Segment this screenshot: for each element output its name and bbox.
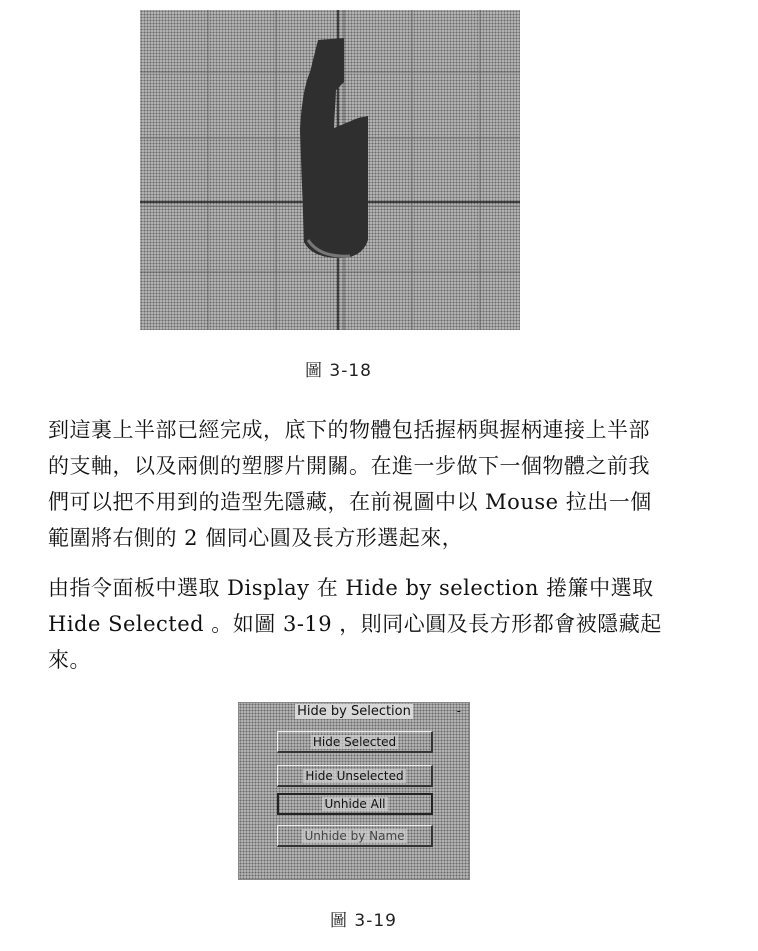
unhide-by-name-button[interactable]: Unhide by Name — [277, 825, 433, 847]
paragraph-line: 到這裏上半部已經完成，底下的物體包括握柄與握柄連接上半部 — [48, 418, 650, 442]
figure-3-19-caption: 圖 3-19 — [330, 911, 397, 931]
viewport-render — [140, 10, 520, 330]
rollout-collapse-icon[interactable]: - — [456, 704, 461, 718]
body-paragraph-2 — [48, 570, 728, 678]
paragraph-line: 來。 — [48, 648, 91, 672]
handle-object — [300, 38, 368, 258]
unhide-all-button[interactable]: Unhide All — [277, 793, 433, 815]
figure-3-18-caption: 圖 3-18 — [305, 361, 372, 381]
rollout-title[interactable]: Hide by Selection — [297, 704, 411, 719]
hide-selected-button[interactable]: Hide Selected — [277, 731, 433, 753]
paragraph-line: 由指令面板中選取 Display 在 Hide by selection 捲簾中選取 — [48, 576, 654, 600]
paragraph-line: 們可以把不用到的造型先隱藏，在前視圖中以 Mouse 拉出一個 — [48, 490, 652, 514]
paragraph-line: Hide Selected 。如圖 3-19 ，則同心圓及長方形都會被隱藏起 — [48, 612, 662, 636]
figure-3-18-viewport — [140, 10, 520, 330]
hide-unselected-button[interactable]: Hide Unselected — [277, 765, 433, 787]
body-paragraph-1 — [48, 412, 728, 556]
hide-by-selection-rollout — [238, 702, 470, 880]
paragraph-line: 的支軸，以及兩側的塑膠片開關。在進一步做下一個物體之前我 — [48, 454, 650, 478]
paragraph-line: 範圍將右側的 2 個同心圓及長方形選起來， — [48, 526, 464, 550]
